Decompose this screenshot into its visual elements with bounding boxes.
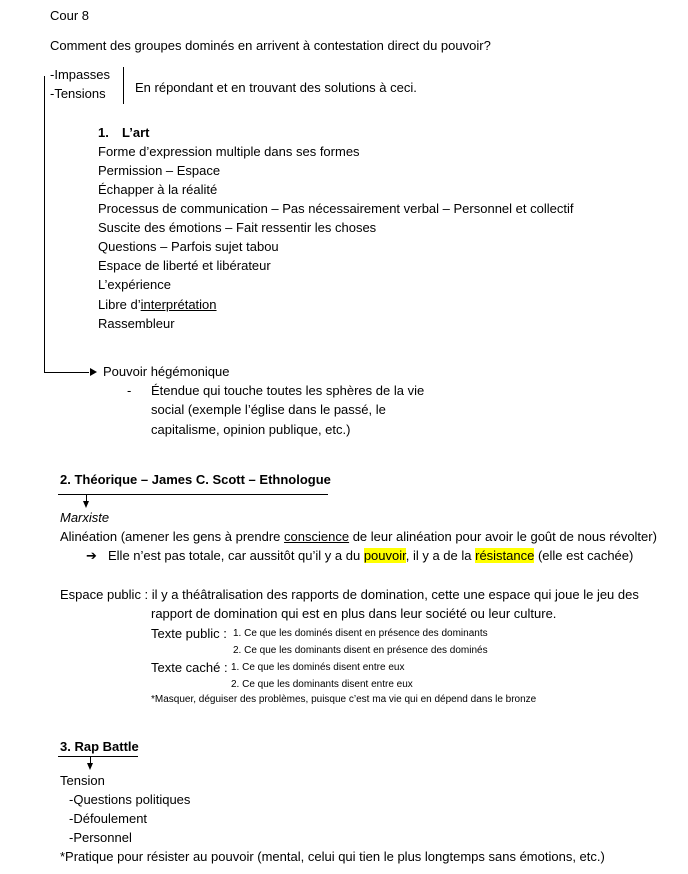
resistance-post: (elle est cachée): [534, 548, 634, 563]
list-item: Questions – Parfois sujet tabou: [98, 239, 279, 254]
connector-arrowhead-icon: [90, 368, 97, 376]
intro-impasses: -Impasses: [50, 67, 110, 82]
texte-cache-item: 2. Ce que les dominants disent entre eux: [231, 679, 413, 690]
espace-public-line2: rapport de domination qui est en plus dans leur société ou leur culture.: [151, 606, 557, 621]
texte-public-label: Texte public :: [151, 626, 227, 641]
section2-title: 2. Théorique – James C. Scott – Ethnologue: [60, 472, 331, 487]
section3-title: 3. Rap Battle: [60, 739, 139, 754]
list-item: Permission – Espace: [98, 163, 221, 178]
bullet-line: capitalisme, opinion publique, etc.): [151, 422, 351, 437]
down-arrow-section2-icon: [83, 501, 89, 508]
texte-public-item: 1. Ce que les dominés disent en présence des dominants: [233, 628, 488, 639]
main-question: Comment des groupes dominés en arrivent à contestation direct du pouvoir?: [50, 38, 491, 53]
libre-underlined: interprétation: [140, 297, 217, 312]
list-item: Forme d’expression multiple dans ses formes: [98, 144, 360, 159]
pouvoir-title: Pouvoir hégémonique: [103, 364, 230, 379]
intro-tensions: -Tensions: [50, 86, 106, 101]
section2-underline: [58, 494, 328, 495]
list-item: Rassembleur: [98, 316, 175, 331]
bullet-dash: -: [127, 383, 132, 398]
list-item: Échapper à la réalité: [98, 182, 218, 197]
alienation-pre: Alinéation (amener les gens à prendre: [60, 529, 285, 544]
resistance-pre: Elle n’est pas totale, car aussitôt qu’il y a du: [108, 548, 364, 563]
libre-prefix: Libre d’: [98, 297, 141, 312]
section3-note: *Pratique pour résister au pouvoir (mental, celui qui tien le plus longtemps sans émotions, etc.): [60, 849, 605, 864]
list-item: L’expérience: [98, 277, 171, 292]
marxiste-label: Marxiste: [60, 510, 110, 525]
highlight-pouvoir: pouvoir: [363, 548, 406, 563]
intro-answer: En répondant et en trouvant des solutions à ceci.: [135, 80, 417, 95]
section1-number: 1.: [98, 125, 109, 140]
section3-underline: [58, 756, 138, 757]
resistance-line: [108, 548, 633, 564]
alienation-underlined: conscience: [284, 529, 350, 544]
texte-note: *Masquer, déguiser des problèmes, puisque c’est ma vie qui en dépend dans le bronze: [151, 694, 537, 705]
list-item: -Questions politiques: [69, 792, 191, 807]
texte-public-item: 2. Ce que les dominants disent en présence des dominés: [233, 645, 488, 656]
tension-label: Tension: [60, 773, 105, 788]
alienation-line: [60, 529, 657, 545]
page-title: Cour 8: [50, 8, 90, 23]
texte-cache-item: 1. Ce que les dominés disent entre eux: [231, 662, 405, 673]
list-item: Suscite des émotions – Fait ressentir les choses: [98, 220, 377, 235]
list-item: Espace de liberté et libérateur: [98, 258, 271, 273]
section2-arrow-stem: [86, 494, 87, 502]
texte-cache-label: Texte caché :: [151, 660, 228, 675]
arrow-glyph-icon: ➔: [86, 548, 97, 563]
section1-title: L’art: [122, 125, 150, 140]
espace-public-line1: Espace public : il y a théâtralisation des rapports de domination, cette une espace qui joue le jeu des: [60, 587, 639, 602]
highlight-resistance: résistance: [475, 548, 535, 563]
list-item-libre: [98, 297, 217, 313]
down-arrow-section3-icon: [87, 763, 93, 770]
resistance-mid: , il y a de la: [405, 548, 476, 563]
bullet-line: Étendue qui touche toutes les sphères de la vie: [151, 383, 425, 398]
list-item: Processus de communication – Pas nécessairement verbal – Personnel et collectif: [98, 201, 574, 216]
list-item: -Personnel: [69, 830, 132, 845]
bullet-line: social (exemple l’église dans le passé, le: [151, 402, 386, 417]
alienation-post: de leur alinéation pour avoir le goût de nous révolter): [349, 529, 657, 544]
section3-arrow-stem: [90, 756, 91, 764]
list-item: -Défoulement: [69, 811, 148, 826]
